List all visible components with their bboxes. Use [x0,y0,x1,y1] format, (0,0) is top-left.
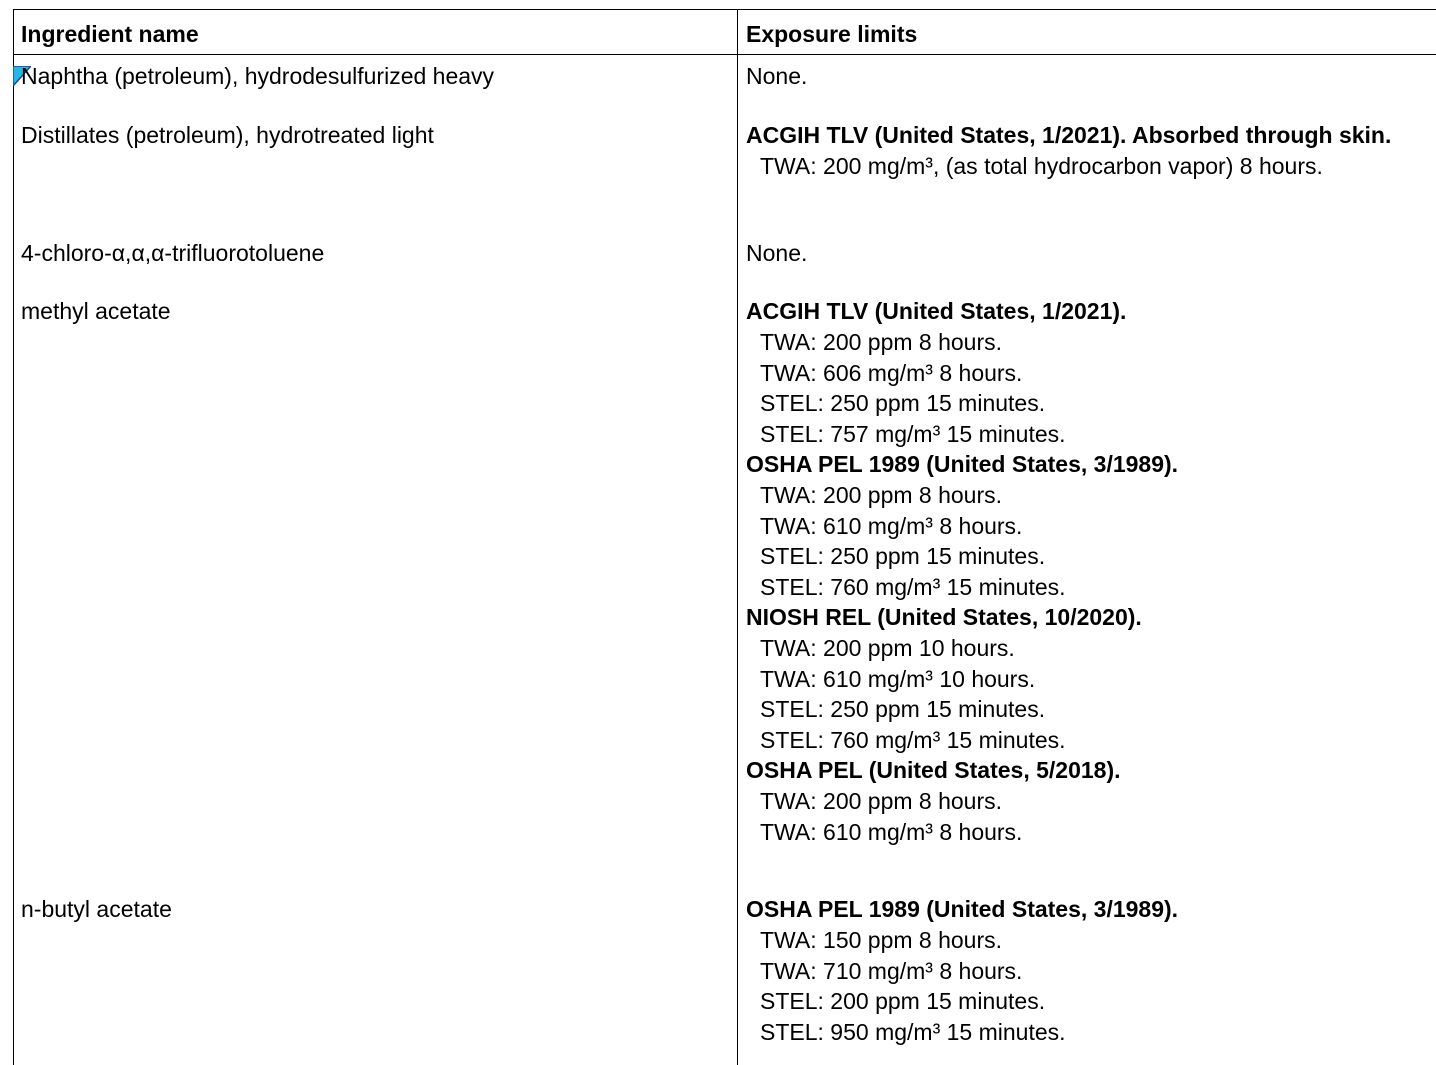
header-exposure-limits: Exposure limits [746,21,918,47]
limit-value-line: TWA: 610 mg/m³ 10 hours. [760,665,1036,692]
limit-source-title: OSHA PEL 1989 (United States, 3/1989). [746,896,1179,922]
limit-value-line: STEL: 757 mg/m³ 15 minutes. [760,420,1066,447]
exposure-limits-table [13,9,1436,1065]
limit-value-line: STEL: 250 ppm 15 minutes. [760,696,1046,722]
exposure-limits-cell [746,894,1426,1047]
limit-value-line: TWA: 710 mg/m³ 8 hours. [760,957,1023,984]
limit-value-line: TWA: 200 ppm 8 hours. [760,788,1003,814]
limit-value-line: STEL: 250 ppm 15 minutes. [760,543,1046,569]
header-ingredient-name: Ingredient name [21,21,199,47]
limit-value-line: STEL: 250 ppm 15 minutes. [760,390,1046,416]
exposure-limits-cell [746,120,1426,182]
ingredient-name: methyl acetate [21,298,171,324]
limit-value-line: TWA: 200 ppm 8 hours. [760,482,1003,508]
limit-value-line: TWA: 606 mg/m³ 8 hours. [760,359,1023,386]
limit-source-title: OSHA PEL (United States, 5/2018). [746,757,1121,783]
limit-value-line: STEL: 200 ppm 15 minutes. [760,988,1046,1014]
limit-source-title: ACGIH TLV (United States, 1/2021). [746,298,1127,324]
exposure-limits-cell [746,296,1426,847]
exposure-none-text: None. [746,63,808,89]
limit-source-title: OSHA PEL 1989 (United States, 3/1989). [746,451,1179,477]
limit-source-title: NIOSH REL (United States, 10/2020). [746,604,1142,630]
table-column-divider [737,10,738,1065]
table-header-row [13,10,1436,55]
limit-value-line: TWA: 610 mg/m³ 8 hours. [760,818,1023,845]
ingredient-name: n-butyl acetate [21,896,172,922]
limit-value-line: STEL: 760 mg/m³ 15 minutes. [760,573,1066,600]
ingredient-name: 4-chloro-α,α,α-trifluorotoluene [21,240,325,266]
limit-value-line: TWA: 200 mg/m³, (as total hydrocarbon vapor) 8 hours. [760,153,1323,179]
limit-value-line: TWA: 200 ppm 10 hours. [760,635,1015,661]
ingredient-name: Distillates (petroleum), hydrotreated light [21,122,434,148]
exposure-none-text: None. [746,240,808,266]
ingredient-name: Naphtha (petroleum), hydrodesulfurized heavy [21,63,495,89]
limit-value-line: TWA: 200 ppm 8 hours. [760,329,1003,355]
exposure-limits-cell [746,238,1426,269]
limit-value-line: TWA: 150 ppm 8 hours. [760,927,1003,953]
table-left-border [13,10,14,1065]
exposure-limits-cell [746,61,1426,92]
limit-value-line: STEL: 950 mg/m³ 15 minutes. [760,1018,1066,1045]
limit-value-line: STEL: 760 mg/m³ 15 minutes. [760,726,1066,753]
limit-source-title: ACGIH TLV (United States, 1/2021). Absorbed through skin. [746,122,1392,148]
limit-value-line: TWA: 610 mg/m³ 8 hours. [760,512,1023,539]
